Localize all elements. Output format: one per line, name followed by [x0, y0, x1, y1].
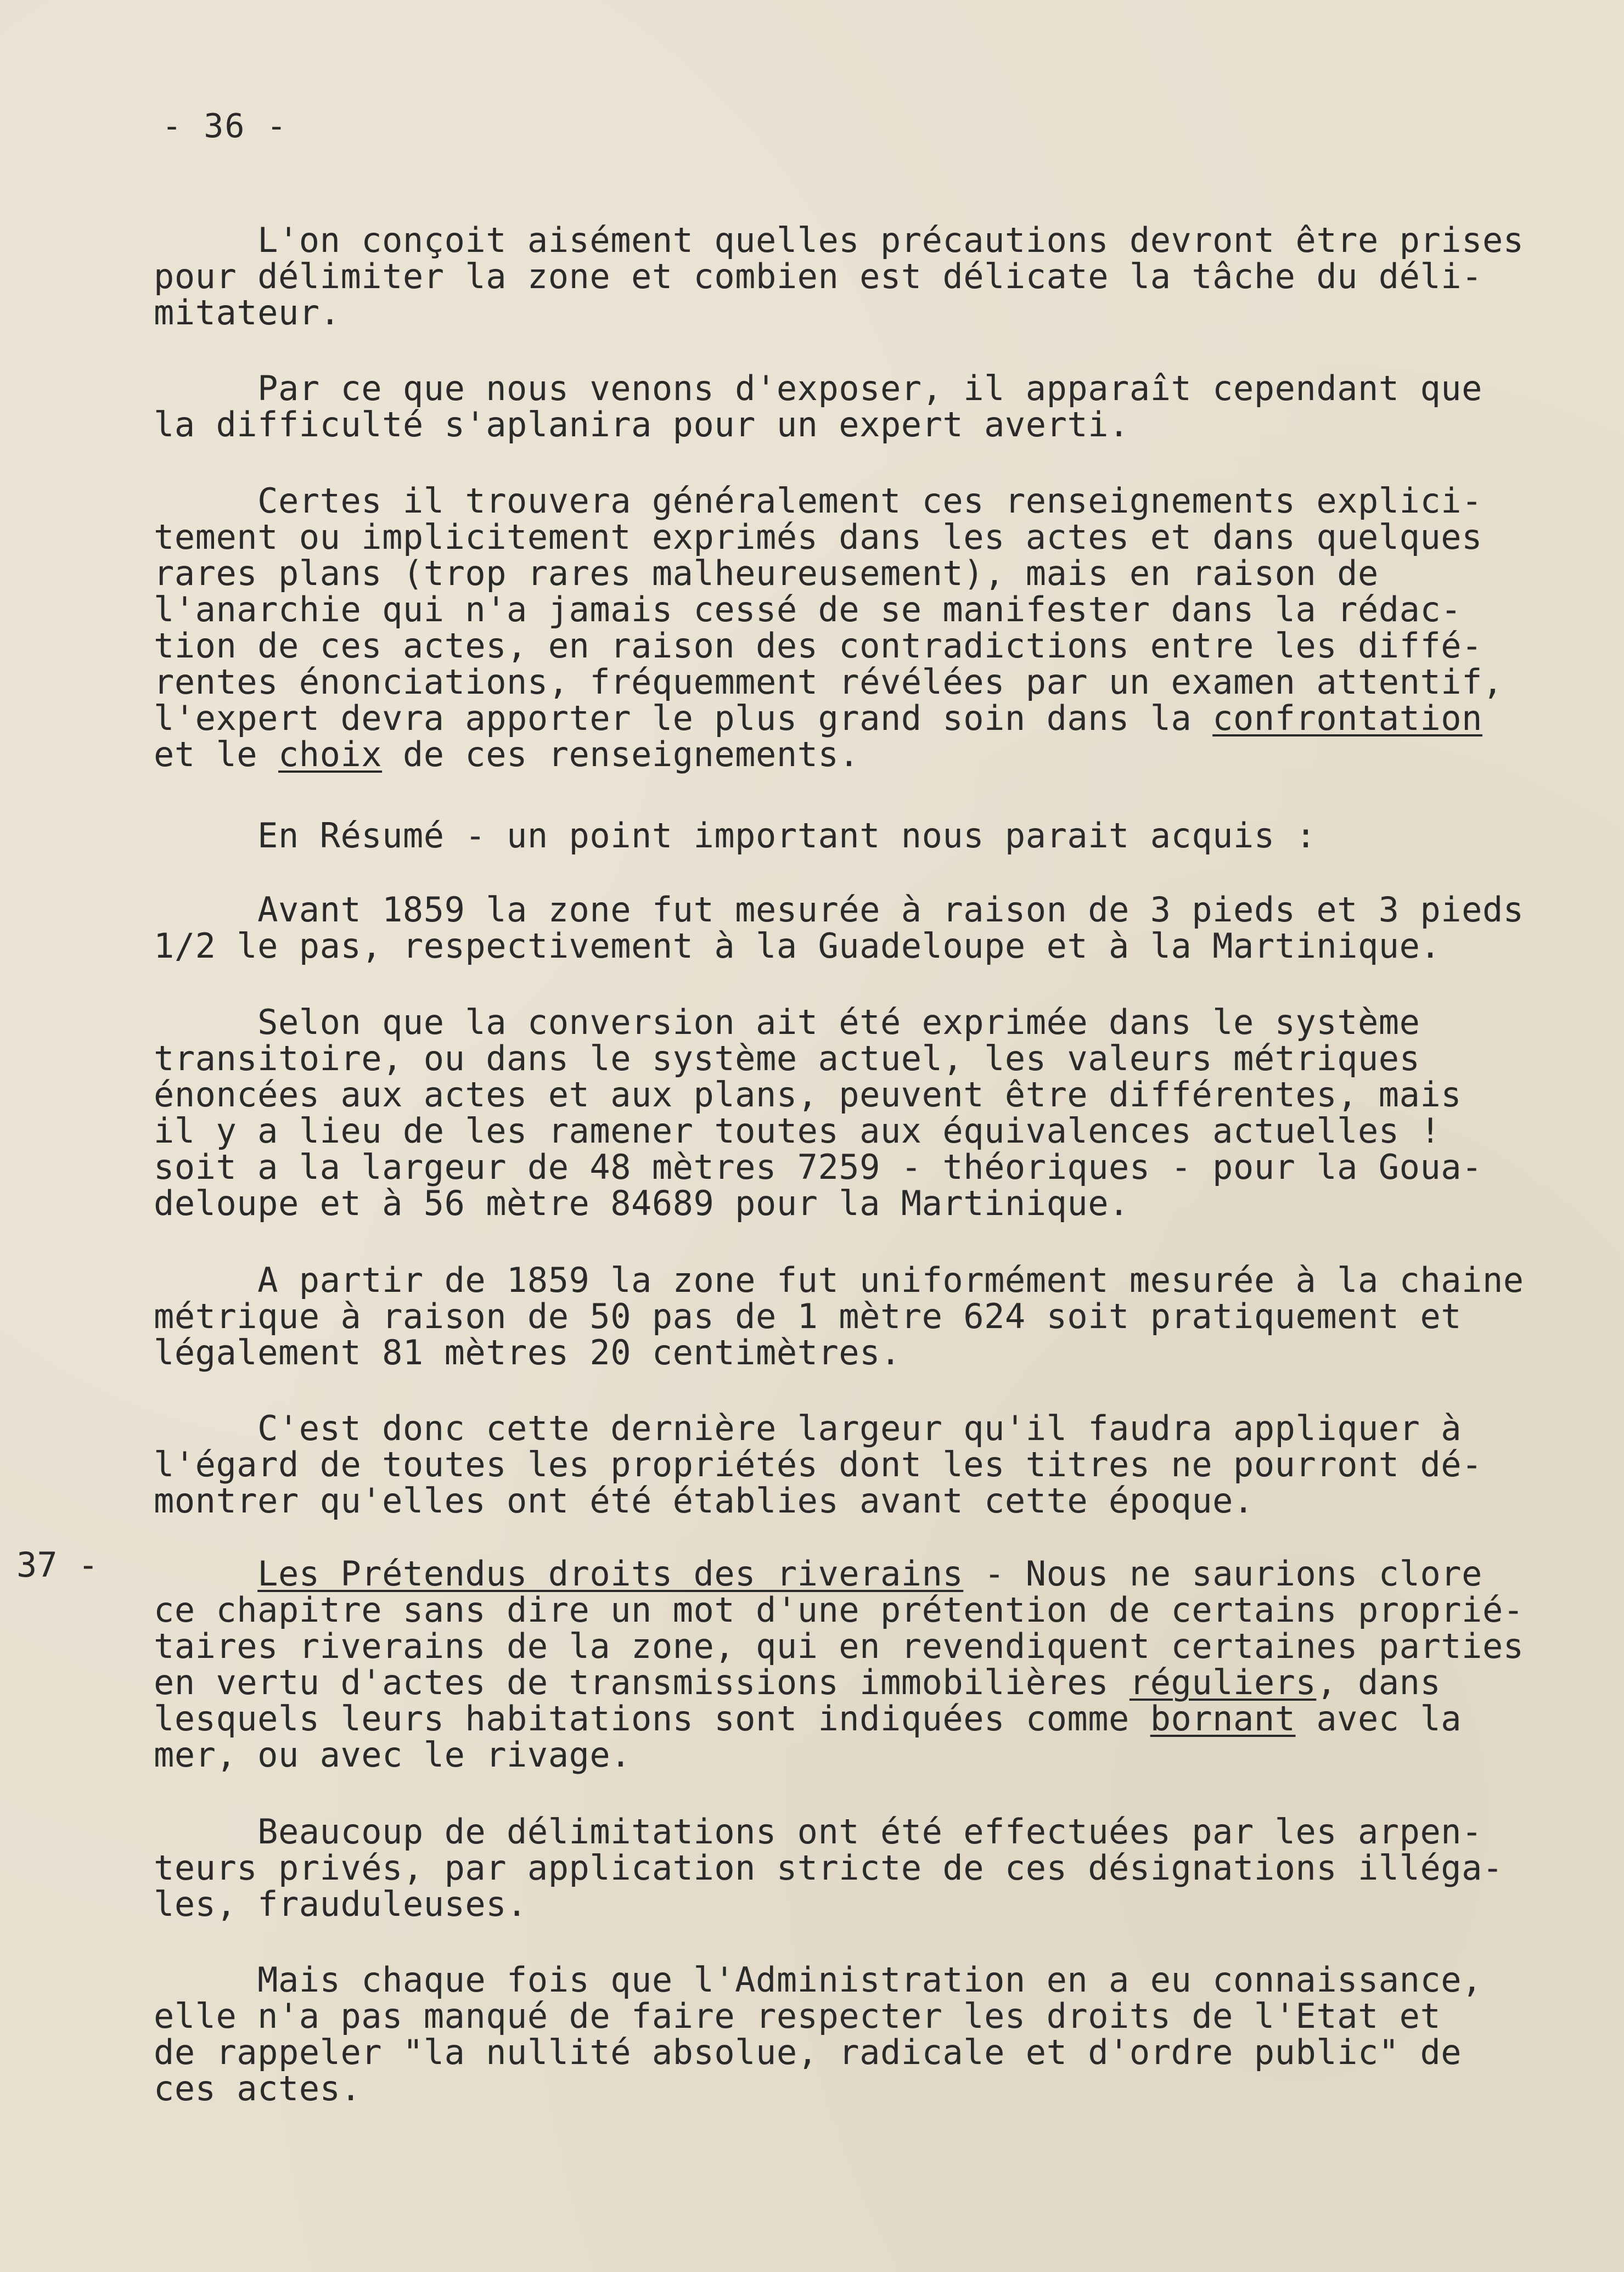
paragraph: [154, 1004, 1482, 1222]
text-line: transitoire, ou dans le système actuel, les valeurs métriques: [154, 1038, 1420, 1078]
text-line: tion de ces actes, en raison des contradictions entre les diffé-: [154, 626, 1482, 666]
text-line: Par ce que nous venons d'exposer, il apparaît cependant que: [154, 368, 1482, 408]
text-line: il y a lieu de les ramener toutes aux équivalences actuelles !: [154, 1111, 1441, 1151]
paragraph: [154, 892, 1524, 964]
text-line: ce chapitre sans dire un mot d'une prétention de certains proprié-: [154, 1590, 1524, 1630]
text-line: soit a la largeur de 48 mètres 7259 - théoriques - pour la Goua-: [154, 1147, 1482, 1187]
text-line: et le: [154, 734, 278, 774]
text-line: ces actes.: [154, 2068, 362, 2108]
paragraph: [154, 483, 1503, 773]
text-line: l'anarchie qui n'a jamais cessé de se manifester dans la rédac-: [154, 589, 1462, 629]
paragraph: [154, 1410, 1482, 1519]
page-number: - 36 -: [162, 107, 288, 145]
text-line: Mais chaque fois que l'Administration en a eu connaissance,: [154, 1960, 1482, 2000]
text-line: légalement 81 mètres 20 centimètres.: [154, 1332, 901, 1373]
text-line: taires riverains de la zone, qui en revendiquent certaines parties: [154, 1626, 1524, 1666]
paragraph: [154, 222, 1524, 331]
underlined-word: choix: [278, 734, 383, 774]
text-line: - Nous ne saurions clore: [963, 1554, 1482, 1594]
text-line: En Résumé - un point important nous parait acquis :: [154, 816, 1317, 856]
text-line: Beaucoup de délimitations ont été effectuées par les arpen-: [154, 1812, 1482, 1852]
paragraph: [154, 370, 1482, 443]
paragraph: [154, 1814, 1503, 1922]
underlined-word: réguliers: [1129, 1662, 1317, 1702]
text-line: de ces renseignements.: [382, 734, 860, 774]
text-line: en vertu d'actes de transmissions immobilières: [154, 1662, 1130, 1702]
text-line: montrer qu'elles ont été établies avant cette époque.: [154, 1481, 1254, 1521]
text-line: énoncées aux actes et aux plans, peuvent être différentes, mais: [154, 1075, 1462, 1115]
text-line: Avant 1859 la zone fut mesurée à raison de 3 pieds et 3 pieds: [154, 890, 1524, 930]
text-line: mer, ou avec le rivage.: [154, 1735, 632, 1775]
paragraph: [154, 1262, 1524, 1371]
text-line: 1/2 le pas, respectivement à la Guadeloupe et à la Martinique.: [154, 926, 1441, 966]
underlined-word: confrontation: [1212, 698, 1482, 738]
text-line: A partir de 1859 la zone fut uniformément mesurée à la chaine: [154, 1260, 1524, 1300]
text-line: la difficulté s'aplanira pour un expert averti.: [154, 404, 1130, 445]
underlined-word: bornant: [1150, 1699, 1296, 1739]
text-line: lesquels leurs habitations sont indiquées comme: [154, 1699, 1150, 1739]
paragraph: [154, 818, 1316, 854]
text-line: rares plans (trop rares malheureusement), mais en raison de: [154, 553, 1379, 593]
text-line: tement ou implicitement exprimés dans les actes et dans quelques: [154, 517, 1482, 557]
text-line: deloupe et à 56 mètre 84689 pour la Martinique.: [154, 1183, 1130, 1223]
section-heading: Les Prétendus droits des riverains: [257, 1554, 964, 1594]
text-line: l'expert devra apporter le plus grand soin dans la: [154, 698, 1213, 738]
text-line: l'égard de toutes les propriétés dont les titres ne pourront dé-: [154, 1444, 1482, 1484]
text-line: teurs privés, par application stricte de ces désignations illéga-: [154, 1848, 1503, 1888]
text-line: pour délimiter la zone et combien est délicate la tâche du déli-: [154, 256, 1482, 296]
text-line: mitateur.: [154, 293, 341, 333]
text-line: elle n'a pas manqué de faire respecter les droits de l'Etat et: [154, 1996, 1441, 2036]
text-line: les, frauduleuses.: [154, 1884, 527, 1924]
text-line: rentes énonciations, fréquemment révélées par un examen attentif,: [154, 662, 1503, 702]
text-line: C'est donc cette dernière largeur qu'il faudra appliquer à: [154, 1408, 1462, 1448]
margin-page-number: 37 -: [16, 1545, 99, 1585]
text-line: métrique à raison de 50 pas de 1 mètre 624 soit pratiquement et: [154, 1296, 1462, 1336]
text-line: Certes il trouvera généralement ces renseignements explici-: [154, 481, 1482, 521]
text-line: de rappeler "la nullité absolue, radicale et d'ordre public" de: [154, 2032, 1462, 2072]
text-line: , dans: [1316, 1662, 1441, 1702]
text-line: L'on conçoit aisément quelles précautions devront être prises: [154, 220, 1524, 260]
text-line: Selon que la conversion ait été exprimée dans le système: [154, 1002, 1420, 1042]
paragraph: [154, 1962, 1482, 2107]
paragraph: [154, 1556, 1524, 1773]
text-line: avec la: [1295, 1699, 1462, 1739]
